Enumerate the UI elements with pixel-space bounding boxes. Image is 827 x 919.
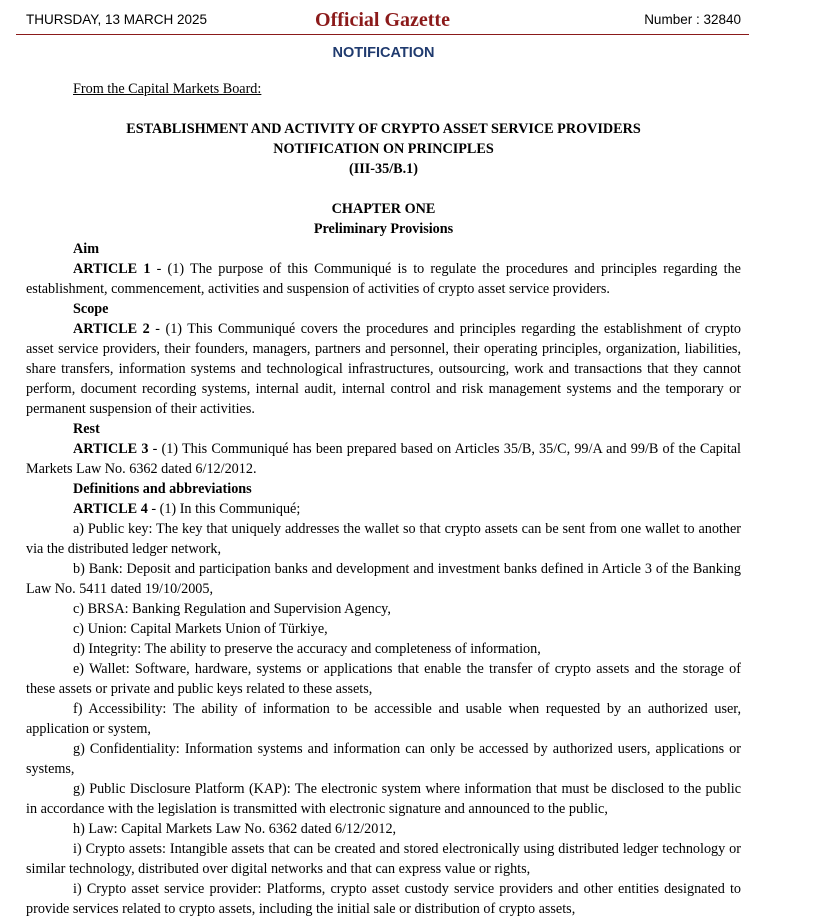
doc-title-line-2: NOTIFICATION ON PRINCIPLES (273, 141, 494, 157)
doc-title-line-1: ESTABLISHMENT AND ACTIVITY OF CRYPTO ASSET SERVICE PROVIDERS (126, 121, 641, 137)
definition-item: i) Crypto assets: Intangible assets that can be created and stored electronically using distributed ledger technology or similar technology, distributed over digital networks and that can express value or rights, (26, 841, 741, 877)
gazette-title: Official Gazette (315, 9, 450, 31)
article-paragraph (26, 439, 741, 479)
notification-label: NOTIFICATION (332, 45, 435, 61)
definition-item: a) Public key: The key that uniquely addresses the wallet so that crypto assets can be sent from one wallet to another via the distributed ledger network, (26, 521, 741, 557)
section-heading: Scope (73, 301, 109, 317)
section-heading: Aim (73, 241, 100, 257)
article-text: - (1) In this Communiqué; (147, 501, 301, 517)
issue-number: Number : 32840 (644, 12, 741, 27)
chapter-title: CHAPTER ONE (331, 201, 436, 217)
document-body (26, 79, 741, 919)
definition-item: g) Confidentiality: Information systems and information can only be accessed by authorized users, applications or systems, (26, 741, 741, 777)
article-number: ARTICLE 3 (73, 441, 149, 457)
definition-item: i) Crypto asset service provider: Platforms, crypto asset custody service providers and other entities designated to provide services related to crypto assets, including the initial sale or distribution of crypto assets, (26, 881, 741, 917)
article-paragraph (26, 319, 741, 419)
issuer-line: From the Capital Markets Board: (73, 81, 262, 97)
article-number: ARTICLE 2 (73, 321, 150, 337)
article-text: - (1) The purpose of this Communiqué is to regulate the procedures and principles regarding the establishment, commencement, activities and suspension of activities of crypto asset service providers. (26, 261, 741, 297)
section-heading: Rest (73, 421, 100, 437)
section-heading: Definitions and abbreviations (73, 481, 252, 497)
definition-item: e) Wallet: Software, hardware, systems or applications that enable the transfer of crypto assets and the storage of these assets or private and public keys related to these assets, (26, 661, 741, 697)
article-paragraph (26, 499, 741, 519)
article-text: - (1) This Communiqué covers the procedures and principles regarding the establishment of crypto asset service providers, their founders, managers, partners and personnel, their operating principles, organization, liabilities, share transfers, information systems and technological infrastructures, outsourcing, work and transactions that they cannot perform, document recording systems, internal audit, internal control and risk management systems and the temporary or permanent suspension of their activities. (26, 321, 741, 417)
gazette-header (16, 0, 749, 35)
definition-item: c) Union: Capital Markets Union of Türkiye, (73, 621, 328, 637)
definition-item: c) BRSA: Banking Regulation and Supervision Agency, (73, 601, 391, 617)
article-number: ARTICLE 1 (73, 261, 151, 277)
article-paragraph (26, 259, 741, 299)
definition-item: g) Public Disclosure Platform (KAP): The electronic system where information that must be disclosed to the public in accordance with the legislation is transmitted with electronic signature and announced to the public, (26, 781, 741, 817)
definition-item: h) Law: Capital Markets Law No. 6362 dated 6/12/2012, (73, 821, 397, 837)
article-text: - (1) This Communiqué has been prepared based on Articles 35/B, 35/C, 99/A and 99/B of the Capital Markets Law No. 6362 dated 6/12/2012. (26, 441, 741, 477)
issue-date: THURSDAY, 13 MARCH 2025 (26, 12, 208, 27)
doc-title-line-3: (III-35/B.1) (349, 161, 418, 177)
chapter-subtitle: Preliminary Provisions (313, 221, 454, 237)
definition-item: d) Integrity: The ability to preserve the accuracy and completeness of information, (73, 641, 541, 657)
definition-item: f) Accessibility: The ability of information to be accessible and usable when requested by an authorized user, application or system, (26, 701, 741, 737)
definition-item: b) Bank: Deposit and participation banks and development and investment banks defined in Article 3 of the Banking Law No. 5411 dated 19/10/2005, (26, 561, 741, 597)
article-number: ARTICLE 4 (73, 501, 148, 517)
